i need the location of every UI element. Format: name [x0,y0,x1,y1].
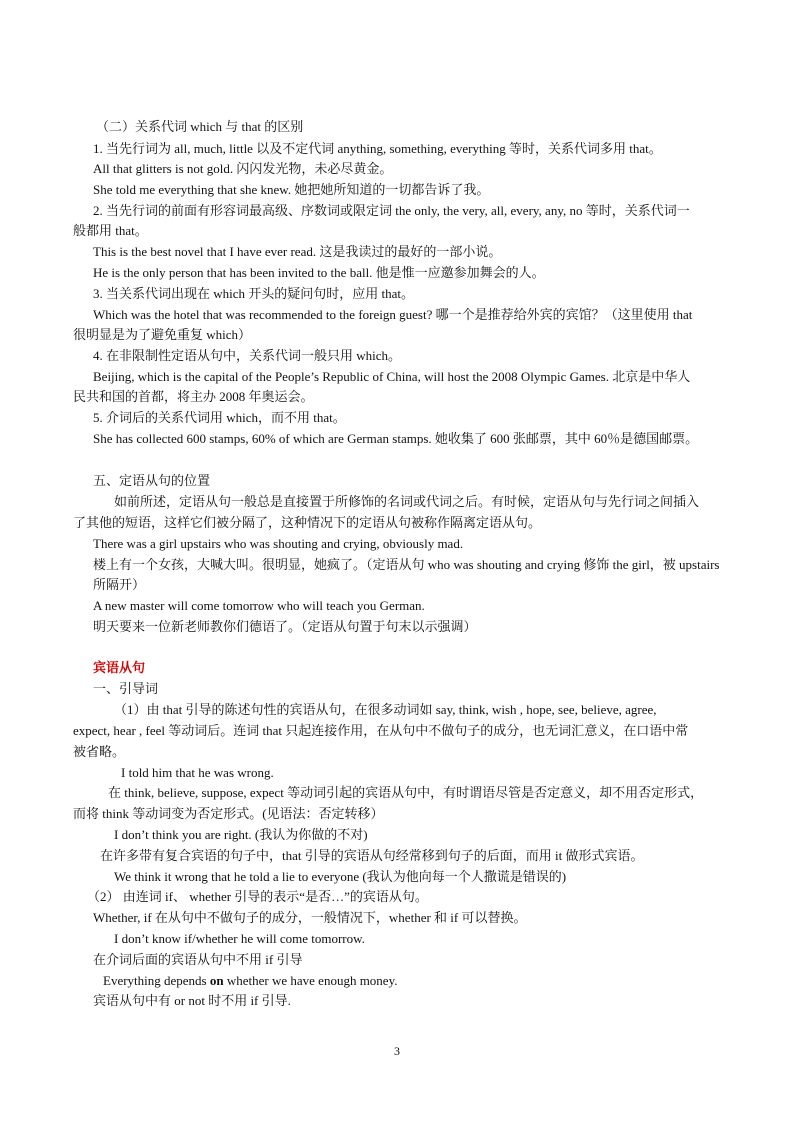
example-sentence: We think it wrong that he told a lie to everyone (我认为他向每一个人撒谎是错误的) [114,869,567,884]
example-sentence: A new master will come tomorrow who will teach you German. [93,598,425,613]
example-translation: 明天要来一位新老师教你们德语了。（定语从句置于句末以示强调） [93,619,477,634]
paragraph-line: 在许多带有复合宾语的句子中，that 引导的宾语从句经常移到句子的后面，而用 it 做形式宾语。 [100,848,644,863]
example-sentence: There was a girl upstairs who was shouting and crying, obviously mad. [93,536,464,551]
page-number: 3 [394,1044,400,1058]
example-sentence: I don’t know if/whether he will come tomorrow. [114,931,365,946]
paragraph-line: 被省略。 [73,744,126,759]
paragraph-line: 在介词后面的宾语从句中不用 if 引导 [93,952,303,967]
example-sentence: I told him that he was wrong. [121,765,274,780]
emphasized-word: on [209,973,224,988]
example-text: Everything depends [103,973,210,988]
paragraph-line: 在 think, believe, suppose, expect 等动词引起的宾语从句中，有时谓语尽管是否定意义，却不用否定形式， [108,785,704,800]
paragraph-line: 如前所述，定语从句一般总是直接置于所修饰的名词或代词之后。有时候，定语从句与先行词之间插入 [114,494,700,509]
paragraph-line: 宾语从句中有 or not 时不用 if 引导. [93,993,291,1008]
example-translation: 所隔开） [93,577,146,592]
example-2a: This is the best novel that I have ever read. 这是我读过的最好的一部小说。 [93,244,502,259]
example-1b: She told me everything that she knew. 她把她所知道的一切都告诉了我。 [93,182,490,197]
example-4-line1: Beijing, which is the capital of the People’s Republic of China, will host the 2008 Olympic Games. 北京是中华人 [93,369,691,384]
rule-1: 1. 当先行词为 all, much, little 以及不定代词 anything, something, everything 等时，关系代词多用 that。 [93,141,662,156]
example-sentence: I don’t think you are right. (我认为你做的不对) [114,827,368,842]
example-text: whether we have enough money. [223,973,398,988]
rule-4: 4. 在非限制性定语从句中，关系代词一般只用 which。 [93,348,402,363]
rule-5: 5. 介词后的关系代词用 which，而不用 that。 [93,410,346,425]
rule-2-line1: 2. 当先行词的前面有形容词最高级、序数词或限定词 the only, the very, all, every, any, no 等时，关系代词一 [93,203,690,218]
paragraph-line: （1）由 that 引导的陈述句性的宾语从句，在很多动词如 say, think, wish , hope, see, believe, agree, [114,702,657,717]
paragraph-line: 了其他的短语，这样它们被分隔了，这种情况下的定语从句被称作隔离定语从句。 [73,515,542,530]
example-3-line2: 很明显是为了避免重复 which） [73,327,252,342]
example-translation: 楼上有一个女孩，大喊大叫。很明显，她疯了。（定语从句 who was shouting and crying 修饰 the girl，被 upstairs [93,557,720,572]
example-1a: All that glitters is not gold. 闪闪发光物，未必尽黄金。 [93,161,393,176]
section-heading: （二）关系代词 which 与 that 的区别 [96,119,304,134]
paragraph-line: 而将 think 等动词变为否定形式。(见语法：否定转移） [73,806,384,821]
example-5: She has collected 600 stamps, 60% of which are German stamps. 她收集了 600 张邮票，其中 60％是德国邮票。 [93,431,699,446]
rule-3: 3. 当关系代词出现在 which 开头的疑问句时，应用 that。 [93,286,415,301]
section-title: 宾语从句 [93,660,146,675]
rule-2-line2: 般都用 that。 [73,223,148,238]
example-4-line2: 民共和国的首都，将主办 2008 年奥运会。 [73,389,314,404]
section-heading: 五、定语从句的位置 [93,473,211,488]
example-3-line1: Which was the hotel that was recommended to the foreign guest? 哪一个是推荐给外宾的宾馆？（这里使用 that [93,307,693,322]
paragraph-line: Whether, if 在从句中不做句子的成分，一般情况下，whether 和 if 可以替换。 [93,910,527,925]
example-sentence [0,972,794,990]
sub-heading: 一、引导词 [93,681,159,696]
paragraph-line: expect, hear , feel 等动词后。连词 that 只起连接作用，在从句中不做句子的成分，也无词汇意义，在口语中常 [73,723,689,738]
example-2b: He is the only person that has been invited to the ball. 他是惟一应邀参加舞会的人。 [93,265,545,280]
paragraph-line: （2） 由连词 if、 whether 引导的表示“是否…”的宾语从句。 [87,889,428,904]
